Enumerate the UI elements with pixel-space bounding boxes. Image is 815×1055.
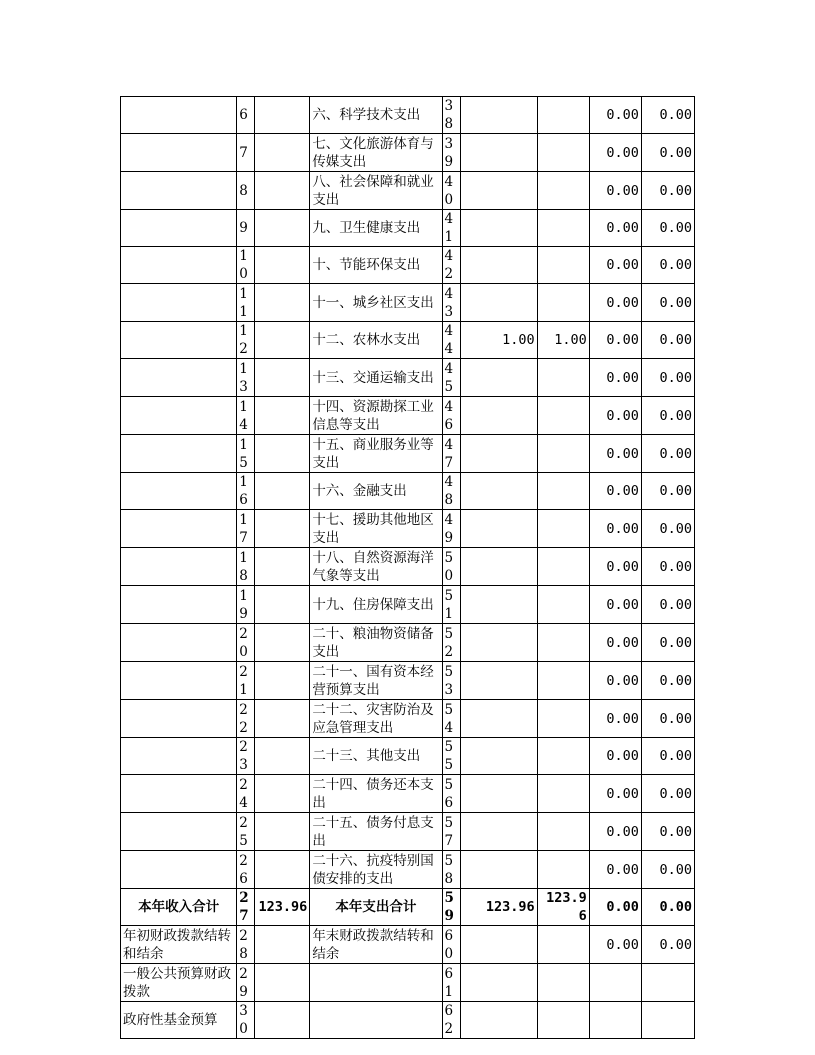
income-line-no-cell: 25 xyxy=(237,813,255,851)
income-label-cell xyxy=(121,624,237,662)
expense-label-cell: 十四、资源勘探工业信息等支出 xyxy=(310,397,442,435)
expense-label-cell: 十三、交通运输支出 xyxy=(310,359,442,397)
expense-total-cell xyxy=(460,397,537,435)
income-label-cell xyxy=(121,662,237,700)
income-label-cell xyxy=(121,97,237,134)
income-line-no-cell: 17 xyxy=(237,510,255,548)
table-row xyxy=(121,284,695,322)
expense-general-budget-cell xyxy=(537,284,589,322)
income-amount-cell xyxy=(255,775,310,813)
expense-total-cell xyxy=(460,738,537,775)
income-amount-cell xyxy=(255,435,310,473)
expense-general-budget-cell xyxy=(537,397,589,435)
expense-label-cell xyxy=(310,964,442,1002)
expense-label-cell: 二十、粮油物资储备支出 xyxy=(310,624,442,662)
expense-fund-budget-cell xyxy=(589,1002,641,1039)
expense-fund-budget-cell: 0.00 xyxy=(589,134,641,172)
expense-line-no-cell: 60 xyxy=(442,926,460,964)
income-amount-cell xyxy=(255,926,310,964)
expense-line-no-cell: 53 xyxy=(442,662,460,700)
expense-line-no-cell: 56 xyxy=(442,775,460,813)
expense-general-budget-cell xyxy=(537,1002,589,1039)
expense-label-cell: 八、社会保障和就业支出 xyxy=(310,172,442,210)
expense-state-capital-cell: 0.00 xyxy=(641,510,694,548)
income-line-no-cell: 26 xyxy=(237,851,255,889)
expense-fund-budget-cell: 0.00 xyxy=(589,926,641,964)
expense-label-cell: 二十五、债务付息支出 xyxy=(310,813,442,851)
income-line-no-cell: 21 xyxy=(237,662,255,700)
expense-general-budget-cell xyxy=(537,359,589,397)
expense-fund-budget-cell: 0.00 xyxy=(589,662,641,700)
expense-line-no-cell: 44 xyxy=(442,322,460,359)
expense-general-budget-cell xyxy=(537,473,589,510)
expense-line-no-cell: 57 xyxy=(442,813,460,851)
income-amount-cell xyxy=(255,510,310,548)
expense-line-no-cell: 42 xyxy=(442,247,460,284)
income-amount-cell xyxy=(255,851,310,889)
expense-state-capital-cell: 0.00 xyxy=(641,662,694,700)
expense-label-cell: 六、科学技术支出 xyxy=(310,97,442,134)
income-label-cell xyxy=(121,586,237,624)
income-line-no-cell: 23 xyxy=(237,738,255,775)
expense-state-capital-cell: 0.00 xyxy=(641,700,694,738)
expense-line-no-cell: 39 xyxy=(442,134,460,172)
income-label-cell xyxy=(121,322,237,359)
expense-fund-budget-cell: 0.00 xyxy=(589,548,641,586)
income-amount-cell xyxy=(255,738,310,775)
table-row xyxy=(121,738,695,775)
expense-label-cell: 十九、住房保障支出 xyxy=(310,586,442,624)
expense-line-no-cell: 46 xyxy=(442,397,460,435)
expense-fund-budget-cell: 0.00 xyxy=(589,97,641,134)
expense-fund-budget-cell: 0.00 xyxy=(589,851,641,889)
expense-total-cell xyxy=(460,172,537,210)
expense-label-cell: 九、卫生健康支出 xyxy=(310,210,442,247)
income-label-cell xyxy=(121,548,237,586)
income-line-no-cell: 8 xyxy=(237,172,255,210)
expense-fund-budget-cell: 0.00 xyxy=(589,359,641,397)
expense-general-budget-cell: 1.00 xyxy=(537,322,589,359)
expense-state-capital-cell: 0.00 xyxy=(641,926,694,964)
table-row xyxy=(121,926,695,964)
expense-general-budget-cell xyxy=(537,210,589,247)
expense-general-budget-cell xyxy=(537,775,589,813)
expense-fund-budget-cell xyxy=(589,964,641,1002)
table-row xyxy=(121,813,695,851)
expense-general-budget-cell xyxy=(537,247,589,284)
expense-fund-budget-cell: 0.00 xyxy=(589,435,641,473)
income-label-cell xyxy=(121,359,237,397)
expense-general-budget-cell xyxy=(537,738,589,775)
expense-total-cell xyxy=(460,548,537,586)
expense-total-cell xyxy=(460,964,537,1002)
income-amount-cell xyxy=(255,397,310,435)
expense-state-capital-cell: 0.00 xyxy=(641,359,694,397)
expense-label-cell: 二十二、灾害防治及应急管理支出 xyxy=(310,700,442,738)
income-amount-cell: 123.96 xyxy=(255,889,310,926)
expense-state-capital-cell: 0.00 xyxy=(641,284,694,322)
expense-line-no-cell: 50 xyxy=(442,548,460,586)
expense-state-capital-cell: 0.00 xyxy=(641,397,694,435)
expense-total-cell: 123.96 xyxy=(460,889,537,926)
income-line-no-cell: 12 xyxy=(237,322,255,359)
income-amount-cell xyxy=(255,284,310,322)
income-amount-cell xyxy=(255,548,310,586)
income-amount-cell xyxy=(255,97,310,134)
income-line-no-cell: 7 xyxy=(237,134,255,172)
expense-total-cell xyxy=(460,473,537,510)
income-line-no-cell: 13 xyxy=(237,359,255,397)
table-row xyxy=(121,322,695,359)
table-row xyxy=(121,662,695,700)
expense-fund-budget-cell: 0.00 xyxy=(589,738,641,775)
income-label-cell xyxy=(121,284,237,322)
expense-label-cell: 二十六、抗疫特别国债安排的支出 xyxy=(310,851,442,889)
income-label-cell: 一般公共预算财政拨款 xyxy=(121,964,237,1002)
income-amount-cell xyxy=(255,172,310,210)
table-row xyxy=(121,624,695,662)
expense-line-no-cell: 61 xyxy=(442,964,460,1002)
expense-label-cell: 十五、商业服务业等支出 xyxy=(310,435,442,473)
expense-line-no-cell: 38 xyxy=(442,97,460,134)
income-label-cell xyxy=(121,738,237,775)
table-row xyxy=(121,548,695,586)
income-label-cell xyxy=(121,813,237,851)
expense-general-budget-cell xyxy=(537,700,589,738)
expense-fund-budget-cell: 0.00 xyxy=(589,247,641,284)
income-amount-cell xyxy=(255,813,310,851)
expense-total-cell xyxy=(460,247,537,284)
expense-state-capital-cell: 0.00 xyxy=(641,851,694,889)
income-amount-cell xyxy=(255,964,310,1002)
expense-state-capital-cell: 0.00 xyxy=(641,97,694,134)
income-label-cell: 本年收入合计 xyxy=(121,889,237,926)
expense-line-no-cell: 45 xyxy=(442,359,460,397)
budget-table xyxy=(120,96,695,1039)
income-line-no-cell: 11 xyxy=(237,284,255,322)
expense-fund-budget-cell: 0.00 xyxy=(589,813,641,851)
expense-state-capital-cell: 0.00 xyxy=(641,247,694,284)
income-amount-cell xyxy=(255,700,310,738)
income-line-no-cell: 18 xyxy=(237,548,255,586)
expense-general-budget-cell xyxy=(537,510,589,548)
expense-fund-budget-cell: 0.00 xyxy=(589,397,641,435)
expense-fund-budget-cell: 0.00 xyxy=(589,624,641,662)
income-label-cell xyxy=(121,473,237,510)
expense-label-cell: 二十三、其他支出 xyxy=(310,738,442,775)
expense-fund-budget-cell: 0.00 xyxy=(589,210,641,247)
income-line-no-cell: 19 xyxy=(237,586,255,624)
expense-state-capital-cell: 0.00 xyxy=(641,473,694,510)
expense-state-capital-cell: 0.00 xyxy=(641,738,694,775)
income-amount-cell xyxy=(255,586,310,624)
expense-state-capital-cell: 0.00 xyxy=(641,435,694,473)
income-amount-cell xyxy=(255,624,310,662)
income-amount-cell xyxy=(255,662,310,700)
expense-line-no-cell: 49 xyxy=(442,510,460,548)
expense-label-cell: 十七、援助其他地区支出 xyxy=(310,510,442,548)
expense-total-cell xyxy=(460,510,537,548)
income-amount-cell xyxy=(255,134,310,172)
income-line-no-cell: 22 xyxy=(237,700,255,738)
expense-fund-budget-cell: 0.00 xyxy=(589,473,641,510)
expense-line-no-cell: 58 xyxy=(442,851,460,889)
expense-general-budget-cell xyxy=(537,813,589,851)
expense-general-budget-cell xyxy=(537,926,589,964)
expense-total-cell xyxy=(460,586,537,624)
expense-label-cell: 年末财政拨款结转和结余 xyxy=(310,926,442,964)
expense-general-budget-cell xyxy=(537,662,589,700)
income-line-no-cell: 29 xyxy=(237,964,255,1002)
expense-total-cell xyxy=(460,813,537,851)
expense-general-budget-cell xyxy=(537,97,589,134)
table-row xyxy=(121,172,695,210)
expense-state-capital-cell: 0.00 xyxy=(641,586,694,624)
income-label-cell xyxy=(121,510,237,548)
expense-line-no-cell: 48 xyxy=(442,473,460,510)
expense-line-no-cell: 43 xyxy=(442,284,460,322)
table-row xyxy=(121,851,695,889)
expense-general-budget-cell xyxy=(537,624,589,662)
table-row xyxy=(121,510,695,548)
expense-label-cell: 十、节能环保支出 xyxy=(310,247,442,284)
expense-total-cell xyxy=(460,926,537,964)
expense-label-cell: 二十一、国有资本经营预算支出 xyxy=(310,662,442,700)
expense-label-cell: 十一、城乡社区支出 xyxy=(310,284,442,322)
expense-state-capital-cell xyxy=(641,964,694,1002)
expense-total-cell xyxy=(460,210,537,247)
expense-total-cell xyxy=(460,435,537,473)
income-label-cell: 年初财政拨款结转和结余 xyxy=(121,926,237,964)
expense-total-cell xyxy=(460,359,537,397)
income-line-no-cell: 28 xyxy=(237,926,255,964)
expense-label-cell: 十八、自然资源海洋气象等支出 xyxy=(310,548,442,586)
income-line-no-cell: 16 xyxy=(237,473,255,510)
table-row xyxy=(121,964,695,1002)
expense-total-cell xyxy=(460,851,537,889)
expense-fund-budget-cell: 0.00 xyxy=(589,322,641,359)
table-row xyxy=(121,359,695,397)
expense-general-budget-cell xyxy=(537,851,589,889)
income-line-no-cell: 24 xyxy=(237,775,255,813)
total-row xyxy=(121,889,695,926)
expense-fund-budget-cell: 0.00 xyxy=(589,284,641,322)
expense-line-no-cell: 47 xyxy=(442,435,460,473)
expense-state-capital-cell: 0.00 xyxy=(641,134,694,172)
table-row xyxy=(121,134,695,172)
expense-label-cell: 十二、农林水支出 xyxy=(310,322,442,359)
expense-line-no-cell: 55 xyxy=(442,738,460,775)
income-amount-cell xyxy=(255,210,310,247)
table-row xyxy=(121,210,695,247)
income-label-cell xyxy=(121,435,237,473)
income-line-no-cell: 14 xyxy=(237,397,255,435)
expense-total-cell xyxy=(460,624,537,662)
expense-line-no-cell: 54 xyxy=(442,700,460,738)
expense-total-cell xyxy=(460,775,537,813)
expense-total-cell xyxy=(460,1002,537,1039)
expense-state-capital-cell: 0.00 xyxy=(641,775,694,813)
income-label-cell xyxy=(121,700,237,738)
income-label-cell xyxy=(121,851,237,889)
expense-state-capital-cell xyxy=(641,1002,694,1039)
income-label-cell xyxy=(121,134,237,172)
table-row xyxy=(121,435,695,473)
expense-fund-budget-cell: 0.00 xyxy=(589,775,641,813)
income-amount-cell xyxy=(255,247,310,284)
expense-state-capital-cell: 0.00 xyxy=(641,172,694,210)
expense-line-no-cell: 40 xyxy=(442,172,460,210)
income-line-no-cell: 10 xyxy=(237,247,255,284)
expense-general-budget-cell xyxy=(537,134,589,172)
expense-label-cell: 本年支出合计 xyxy=(310,889,442,926)
table-row xyxy=(121,97,695,134)
expense-label-cell: 七、文化旅游体育与传媒支出 xyxy=(310,134,442,172)
income-label-cell: 政府性基金预算 xyxy=(121,1002,237,1039)
expense-general-budget-cell xyxy=(537,586,589,624)
expense-fund-budget-cell: 0.00 xyxy=(589,889,641,926)
expense-total-cell xyxy=(460,284,537,322)
income-line-no-cell: 6 xyxy=(237,97,255,134)
expense-state-capital-cell: 0.00 xyxy=(641,889,694,926)
income-label-cell xyxy=(121,210,237,247)
expense-line-no-cell: 51 xyxy=(442,586,460,624)
income-amount-cell xyxy=(255,473,310,510)
expense-line-no-cell: 52 xyxy=(442,624,460,662)
expense-state-capital-cell: 0.00 xyxy=(641,548,694,586)
expense-total-cell xyxy=(460,134,537,172)
income-line-no-cell: 27 xyxy=(237,889,255,926)
table-row xyxy=(121,397,695,435)
expense-total-cell xyxy=(460,662,537,700)
expense-line-no-cell: 59 xyxy=(442,889,460,926)
income-line-no-cell: 20 xyxy=(237,624,255,662)
income-line-no-cell: 15 xyxy=(237,435,255,473)
income-amount-cell xyxy=(255,1002,310,1039)
income-label-cell xyxy=(121,172,237,210)
income-line-no-cell: 9 xyxy=(237,210,255,247)
expense-line-no-cell: 62 xyxy=(442,1002,460,1039)
expense-fund-budget-cell: 0.00 xyxy=(589,700,641,738)
table-row xyxy=(121,1002,695,1039)
expense-total-cell xyxy=(460,97,537,134)
expense-state-capital-cell: 0.00 xyxy=(641,210,694,247)
expense-general-budget-cell xyxy=(537,435,589,473)
expense-state-capital-cell: 0.00 xyxy=(641,813,694,851)
expense-fund-budget-cell: 0.00 xyxy=(589,510,641,548)
table-body xyxy=(121,97,695,1039)
income-label-cell xyxy=(121,397,237,435)
expense-label-cell: 十六、金融支出 xyxy=(310,473,442,510)
expense-state-capital-cell: 0.00 xyxy=(641,322,694,359)
table-row xyxy=(121,586,695,624)
expense-general-budget-cell xyxy=(537,548,589,586)
income-line-no-cell: 30 xyxy=(237,1002,255,1039)
expense-fund-budget-cell: 0.00 xyxy=(589,586,641,624)
table-row xyxy=(121,473,695,510)
expense-general-budget-cell xyxy=(537,964,589,1002)
expense-line-no-cell: 41 xyxy=(442,210,460,247)
table-row xyxy=(121,775,695,813)
expense-general-budget-cell: 123.96 xyxy=(537,889,589,926)
income-amount-cell xyxy=(255,359,310,397)
expense-total-cell: 1.00 xyxy=(460,322,537,359)
table-row xyxy=(121,247,695,284)
income-label-cell xyxy=(121,247,237,284)
expense-fund-budget-cell: 0.00 xyxy=(589,172,641,210)
expense-total-cell xyxy=(460,700,537,738)
expense-state-capital-cell: 0.00 xyxy=(641,624,694,662)
income-label-cell xyxy=(121,775,237,813)
expense-label-cell: 二十四、债务还本支出 xyxy=(310,775,442,813)
expense-label-cell xyxy=(310,1002,442,1039)
expense-general-budget-cell xyxy=(537,172,589,210)
table-row xyxy=(121,700,695,738)
income-amount-cell xyxy=(255,322,310,359)
